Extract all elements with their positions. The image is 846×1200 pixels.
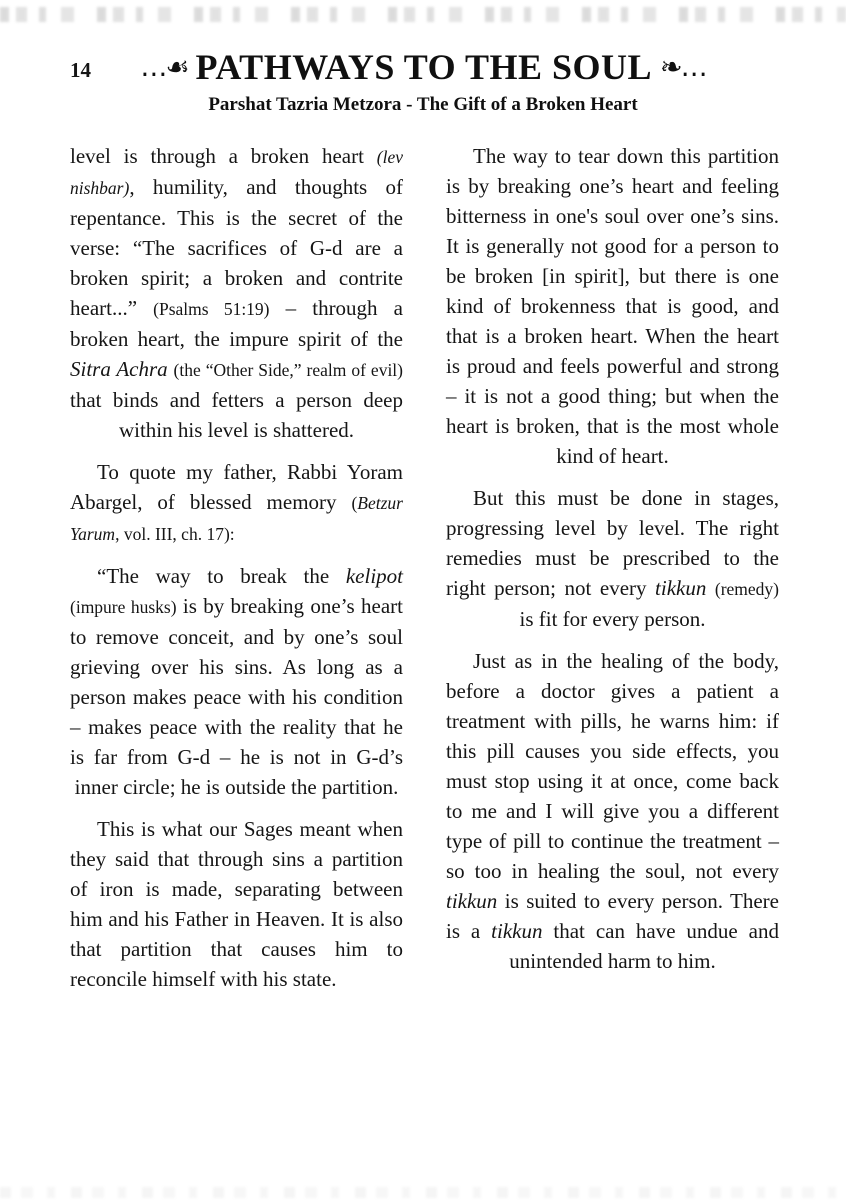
text-segment: tikkun (491, 919, 543, 943)
paragraph (446, 141, 779, 471)
text-segment: To quote my father, Rabbi Yoram Abargel, of blessed memory (70, 460, 403, 514)
text-segment: (impure husks) (70, 597, 177, 617)
text-segment: – through a broken heart, the impure spirit of the (70, 296, 403, 351)
page-number: 14 (70, 58, 91, 82)
text-segment: The way to tear down this partition is by breaking one’s heart and feeling bitterness in one's soul over one’s sins. It is generally not good for a person to be broken [in spirit], but there is one kind of brokenness that is good, and that is a broken heart. When the heart is proud and feels powerful and strong – it is not a good thing; but when the heart is broken, that is the most whole kind of heart. (446, 144, 779, 468)
paragraph (70, 141, 403, 445)
paragraph (446, 483, 779, 634)
text-segment: (remedy) (714, 579, 780, 599)
paragraph (70, 561, 403, 802)
text-segment: , vol. III, ch. 17): (115, 524, 235, 544)
text-column-right (446, 141, 779, 1006)
text-column-left (70, 141, 403, 1006)
text-segment: is fit for every person. (519, 607, 706, 631)
top-edge-print-artifact (0, 7, 846, 22)
text-segment: (Psalms 51:19) (153, 299, 270, 319)
text-segment: tikkun (655, 576, 707, 600)
book-title (0, 46, 846, 88)
paragraph (70, 814, 403, 994)
text-segment: (lev nishbar) (70, 147, 403, 198)
text-segment: that binds and fetters a person deep within his level is shattered. (70, 388, 403, 442)
chapter-subtitle: Parshat Tazria Metzora - The Gift of a Broken Heart (208, 94, 638, 115)
text-segment: is suited to every person. There is a (446, 889, 779, 943)
text-segment (706, 576, 715, 600)
text-segment: tikkun (446, 889, 498, 913)
flourish-right-icon: ❧… (660, 52, 706, 83)
text-segment: Betzur Yarum (70, 493, 403, 544)
text-segment: Just as in the healing of the body, before a doctor gives a patient a treatment with pills, he warns him: if this pill causes you side effects, you must stop using it at once, come back to me and I will give you a different type of pill to continue the treatment – so too in healing the soul, not every (446, 649, 779, 883)
flourish-left-icon: …☙ (140, 52, 188, 83)
text-segment: that can have undue and unintended harm to him. (509, 919, 779, 973)
text-segment: This is what our Sages meant when they said that through sins a partition of iron is made, separating between him and his Father in Heaven. It is also that partition that causes him to reconcile himself with his state. (70, 817, 403, 991)
text-segment: level is through a broken heart (70, 144, 377, 168)
book-title-text: PATHWAYS TO THE SOUL (195, 47, 653, 87)
paragraph (446, 646, 779, 976)
text-segment: ( (351, 493, 358, 513)
page-content (70, 141, 779, 1006)
bottom-edge-print-artifact (0, 1187, 846, 1198)
text-segment: is by breaking one’s heart to remove conceit, and by one’s soul grieving over his sins. As long as a person makes peace with his condition – makes peace with the reality that he is far from G-d – he is not in G-d’s inner circle; he is outside the partition. (70, 594, 403, 799)
text-segment: (the “Other Side,” realm of evil) (173, 360, 403, 380)
text-segment: But this must be done in stages, progressing level by level. The right remedies must be prescribed to the right person; not every (446, 486, 779, 600)
text-segment: Sitra Achra (70, 357, 168, 381)
text-segment: kelipot (345, 564, 403, 588)
text-segment: , humility, and thoughts of repentance. This is the secret of the verse: “The sacrifices of G-d are a broken spirit; a broken and contrite heart...” (70, 175, 403, 320)
text-segment: “The way to break the (97, 564, 346, 588)
paragraph (70, 457, 403, 549)
